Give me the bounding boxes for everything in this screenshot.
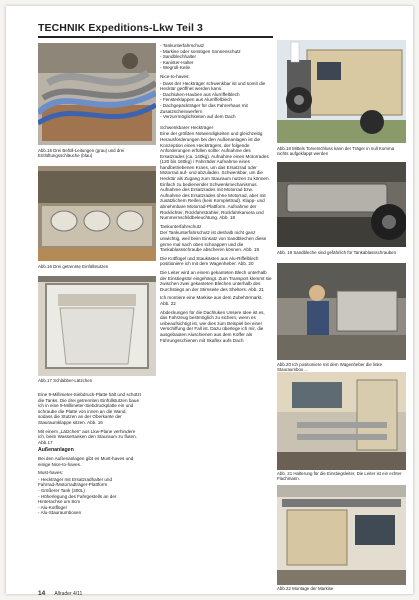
list-item: - Dachgepäckträger für das Fahrerhaus mit Zusatzscheinwerfern <box>160 103 273 114</box>
photo-rear-carrier <box>277 40 406 143</box>
article-title: TECHNIK Expeditions-Lkw Teil 3 <box>38 22 203 34</box>
photo-positioning-box <box>277 263 406 360</box>
caption-abb22: Abb.22 Montage der Markise <box>277 586 334 591</box>
paragraph: Bei den Außenanlagen gibt es Must-haves und einige Nice-to-haves. <box>38 455 134 467</box>
must-have-list <box>38 477 141 516</box>
list-item: - Sandblechhalter <box>160 54 273 60</box>
list-item: - Dass der Heckträger schwenkbar ist und somit die Hecktür geöffnet werden kann. <box>160 81 273 92</box>
paragraph: Eine der größten Notwendigkeiten und gleichzeitig Herausforderungen bei den Außenanlagen ist die Konzeption eines Heckträgers, der folgende Anforderungen erfüllen sollte: Aufnahme des Ersatzrades (ca. 140kg). Aufnahme eines Motorrades (120 bis 160kg) / Fahrräder Aufnahme eines handbetriebenen Krans, um das Ersatzrad oder Motorrad auf- und abzuladen. Schwenkbar, um die Hecktür als Zugang zum Stauraum nutzen zu können. Einfach zu bedienender Schwenkmechanismus. Aufnahme des Ersatzrades mit Motorrad bzw. Aufnahme des Ersatzrades ohne Motorrad, aber mit zusätzlichem Reifen (kein Komplettrad). Klapp- und abnehmbare Motorrad-Plattform. Aufnahme der Rücklichter, Rückfahrstrahler, Rückfahrkamera und Nummernschildbeleuchtung. Abb. 18 <box>160 131 270 221</box>
caption-abb17: Abb.17 Schlabber-Lätzchen <box>38 378 93 383</box>
paragraph: Mit einem „Lätzchen“ aus Lkw-Plane verhindere ich, beim Wassertanken den Stauraum zu fluten. Abb.17 <box>38 428 137 445</box>
list-item: - Höherlegung des Fahrgestells an der Hinterachse um 8cm <box>38 494 141 505</box>
caption-abb15: Abb.15 Drei Befüll-Leitungen (grau) und drei Entlüftungsschläuche (blau) <box>38 148 125 159</box>
photo-filler-nozzles <box>38 166 156 261</box>
photo-awning <box>277 485 406 585</box>
page-number: 14 <box>38 590 46 597</box>
list-item: - Verzurrmöglichkeiten auf dem Dach <box>160 114 273 120</box>
list-item: - Fensterklappen aus Alurriffelblech <box>160 97 273 103</box>
photo-fill-hoses <box>38 43 156 145</box>
paragraph: Der Tankunterfahrschutz ist deshalb nicht ganz unwichtig, weil beim Einsatz von Sandblechen diese gerne mal nach oben schnappen und die Tankablassschraube abscheren können. Abb. 19 <box>160 230 267 253</box>
caption-abb18: Abb.18 Mittels Torverschluss kann der Träger in null Komma nichts aufgeklappt werden <box>277 146 395 157</box>
list-item: - Alu-Kotflügel <box>38 505 141 511</box>
caption-abb20: Abb.20 Ich positioniere mit dem Wagenheber die linke Stauraumbox ... <box>277 362 383 373</box>
list-item: - Größerer Tank (300L) <box>38 488 141 494</box>
photo-sand-ladders <box>277 162 406 247</box>
list-item: - Dachluken-Hauben aus Alurriffelblech <box>160 92 273 98</box>
list-item: - Wegroll-Keile <box>160 65 273 71</box>
issue-label: Allrader 4/11 <box>54 591 83 597</box>
page-footer <box>38 590 82 597</box>
list-item: - Alu-Stauraumboxen <box>38 510 141 516</box>
paragraph: Die Kotflügel und Staukästen aus Alu-Riffelblech positioniere ich mit dem Wagenheber. Abb. 20 <box>160 255 259 267</box>
text-column-left <box>38 392 141 519</box>
caption-abb21: Abb. 21 Halterung für die Einstiegsleiter. Die Leiter ist ein echter Flachmann. <box>277 471 402 482</box>
list-label: Must-haves: <box>38 470 64 476</box>
text-column-middle <box>160 43 273 346</box>
list-item: - Markise oder sonstigen Sonnenschutz <box>160 49 273 55</box>
title-underline <box>38 36 273 38</box>
caption-abb19: Abb. 19 Sandbleche sind gefährlich für Tankablassschrauben <box>277 250 397 255</box>
caption-abb16: Abb.16 Drei getrennte Einfüllstutzen <box>38 264 109 269</box>
paragraph: Die Leiter wird an einem gekanteten Blech unterhalb der Einstiegstür eingehängt. Zum Transport klemmt sie zwischen zwei gekanteten Blechen unterhalb des Durchstiegs an der Stirnseite des Shelters. Abb. 21 <box>160 269 272 292</box>
list-item: - Tankunterfahrschutz <box>160 43 273 49</box>
paragraph: Eine 9-Millimeter-Siebdruck-Platte hält und schützt die Tanks. Die drei getrennten Einfüllstutzen baue ich in eine 9-Millimeter-Siebdruckplatte ein und schraube die Platte von innen an die Wand, sodass die Stutzen an der Oberkante der Stauraumklappe sitzen. Abb. 16 <box>38 392 141 425</box>
photo-splash-flap <box>38 276 156 376</box>
section-heading: Schwenkbarer Heckträger <box>160 124 214 130</box>
photo-ladder-holder <box>277 372 406 470</box>
list-label: Nice-to-haves: <box>160 73 190 79</box>
section-heading: Außenanlagen <box>38 447 74 454</box>
must-have-list-continued <box>160 43 273 71</box>
list-item: - Heckträger mit Ersatzradhalter und Fahrrad-/Motorradträger-Plattform <box>38 477 141 488</box>
paragraph: Abdeckungen für die Dachluken Unsere Idee ist es, das Fahrzeug bestmöglich zu sichern, wenn es unbeaufsichtigt ist, wie dies zum Beispiel bei einer Verschiffung der Fall ist. Dazu überlege ich mir, die ausgebauten Aluschienen aus dem Koffer als Führungsschienen mit Skaflex aufs Dach <box>160 309 265 343</box>
paragraph: Ich montiere eine Markise aus dem Zubehörmarkt. Abb. 22 <box>160 295 263 306</box>
section-heading: Tankunterfahrschutz <box>160 223 202 229</box>
nice-to-have-list <box>160 81 273 120</box>
list-item: - Kanister-Halter <box>160 60 273 66</box>
